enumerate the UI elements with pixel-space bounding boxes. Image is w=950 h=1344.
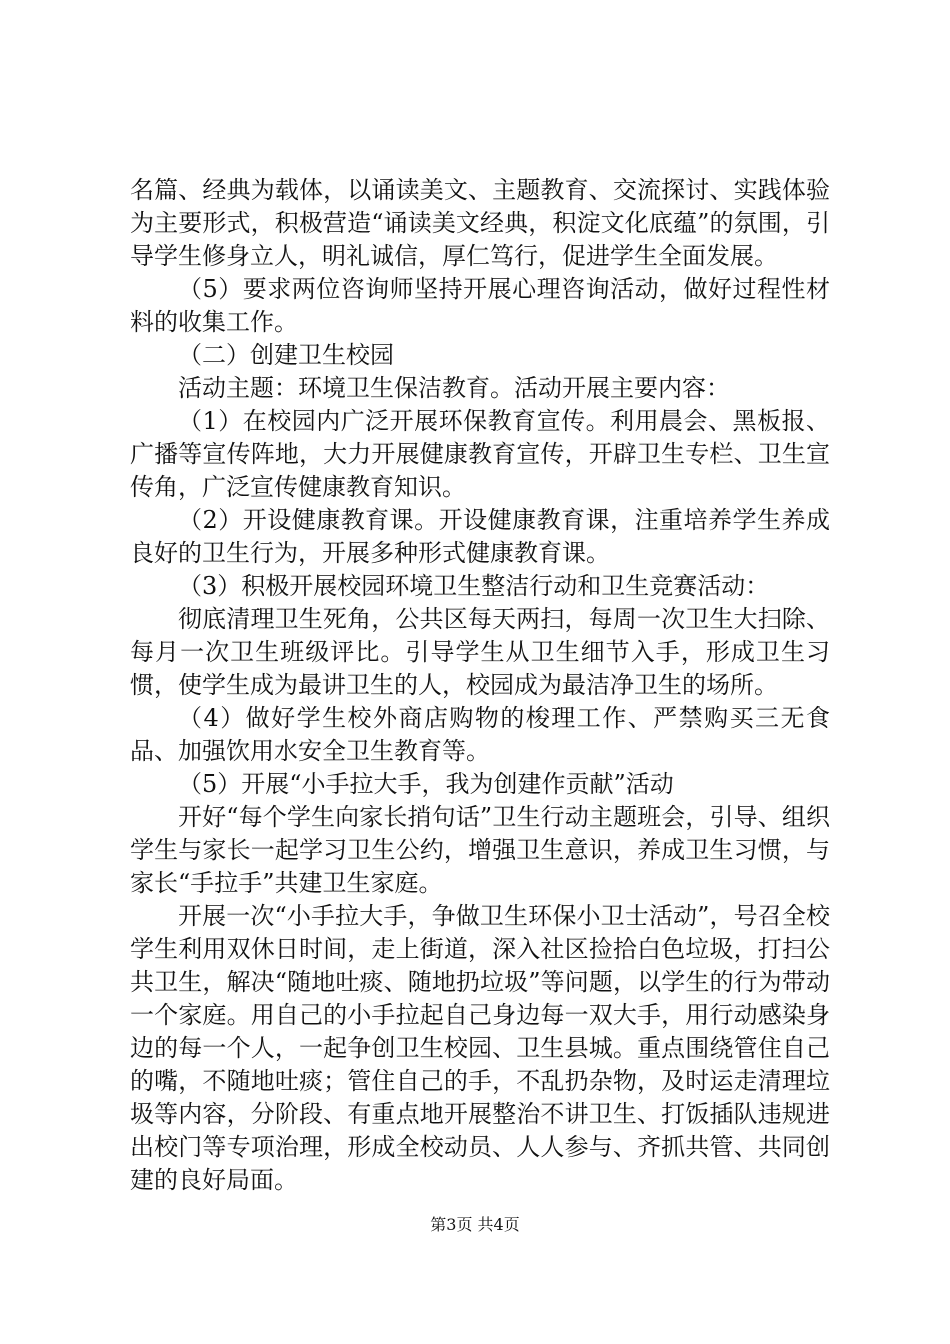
paragraph-item-2: （2）开设健康教育课。开设健康教育课，注重培养学生养成良好的卫生行为，开展多种形式健康教育课。 [130, 506, 830, 567]
paragraph-item-5-counselor: （5）要求两位咨询师坚持开展心理咨询活动，做好过程性材料的收集工作。 [130, 275, 830, 336]
paragraph-continuation: 名篇、经典为载体，以诵读美文、主题教育、交流探讨、实践体验为主要形式，积极营造“诵读美文经典，积淀文化底蕴”的氛围，引导学生修身立人，明礼诚信，厚仁笃行，促进学生全面发展。 [130, 176, 830, 270]
paragraph-cleanup: 彻底清理卫生死角，公共区每天两扫，每周一次卫生大扫除、每月一次卫生班级评比。引导学生从卫生细节入手，形成卫生习惯，使学生成为最讲卫生的人，校园成为最洁净卫生的场所。 [130, 605, 830, 699]
paragraph-item-1: （1）在校园内广泛开展环保教育宣传。利用晨会、黑板报、广播等宣传阵地，大力开展健康教育宣传，开辟卫生专栏、卫生宣传角，广泛宣传健康教育知识。 [130, 407, 830, 501]
page-number: 第3页 共4页 [430, 1215, 520, 1234]
paragraph-community-activity: 开展一次“小手拉大手，争做卫生环保小卫士活动”，号召全校学生利用双休日时间，走上街道，深入社区捡拾白色垃圾，打扫公共卫生，解决“随地吐痰、随地扔垃圾”等问题，以学生的行为带动一个家庭。用自己的小手拉起自己身边每一双大手，用行动感染身边的每一个人，一起争创卫生校园、卫生县城。重点围绕管住自己的嘴，不随地吐痰；管住自己的手，不乱扔杂物，及时运走清理垃圾等内容，分阶段、有重点地开展整治不讲卫生、打饭插队违规进出校门等专项治理，形成全校动员、人人参与、齐抓共管、共同创建的良好局面。 [130, 902, 830, 1194]
paragraph-class-meeting: 开好“每个学生向家长捎句话”卫生行动主题班会，引导、组织学生与家长一起学习卫生公约，增强卫生意识，养成卫生习惯，与家长“手拉手”共建卫生家庭。 [130, 803, 830, 897]
paragraph-activity-theme: 活动主题：环境卫生保洁教育。活动开展主要内容： [178, 374, 730, 402]
section-heading-hygiene-campus: （二）创建卫生校园 [178, 341, 394, 369]
paragraph-item-4: （4）做好学生校外商店购物的梭理工作、严禁购买三无食品、加强饮用水安全卫生教育等。 [130, 704, 830, 765]
paragraph-item-5-campaign: （5）开展“小手拉大手，我为创建作贡献”活动 [178, 770, 674, 798]
document-body [130, 174, 830, 1197]
paragraph-item-3: （3）积极开展校园环境卫生整洁行动和卫生竞赛活动： [178, 572, 770, 600]
